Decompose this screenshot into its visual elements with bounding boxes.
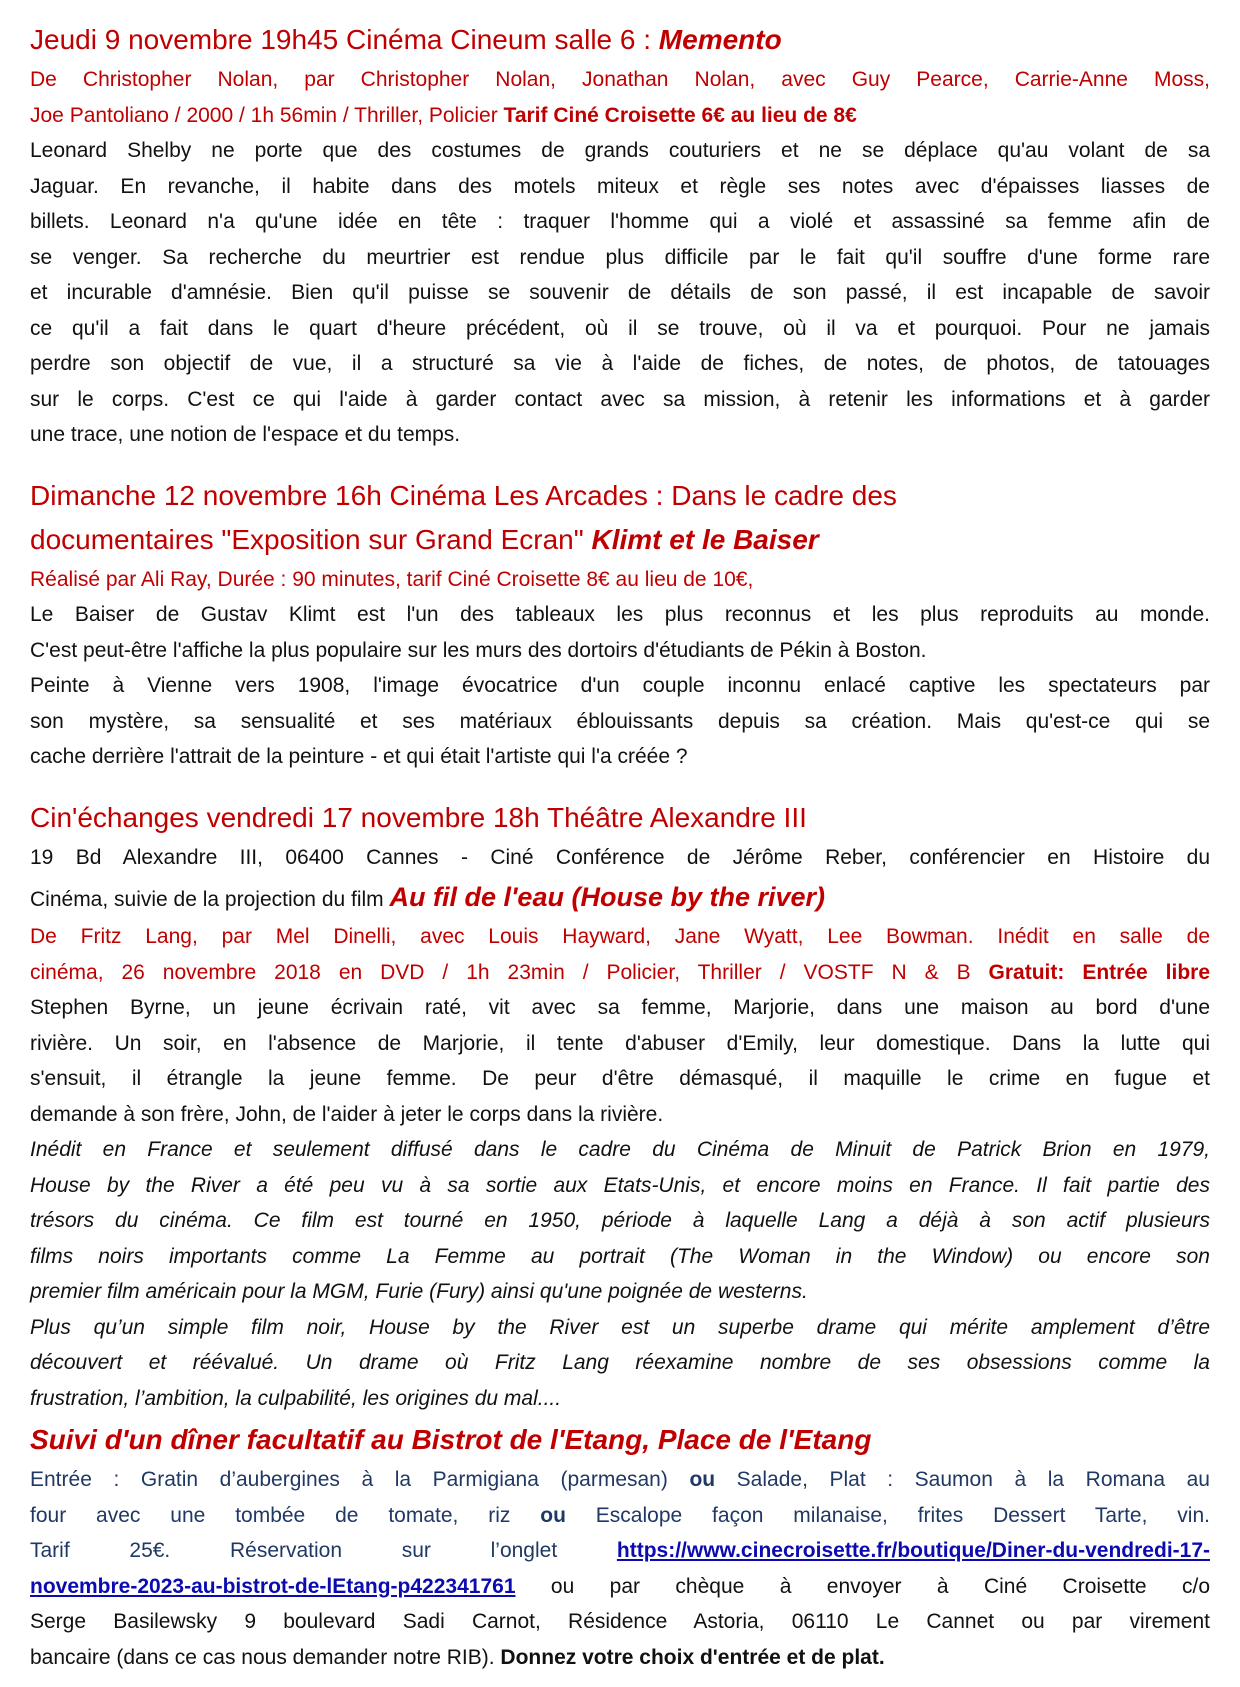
text-segment: rivière. Un soir, en l'absence de Marjorie, il tente d'abuser d'Emily, leur domestique. Dans la lutte qui xyxy=(30,1031,1210,1055)
text-segment: Leonard Shelby ne porte que des costumes de grands couturiers et ne se déplace qu'au volant de sa xyxy=(30,139,1210,162)
section-heading-line xyxy=(30,18,1210,62)
text-segment: perdre son objectif de vue, il a structuré sa vie à l'aide de fiches, de notes, de photos, de tatouages xyxy=(30,352,1210,375)
text-segment: bancaire (dans ce cas nous demander notre RIB). xyxy=(30,1645,501,1669)
text-segment: cinéma, 26 novembre 2018 en DVD / 1h 23min / Policier, Thriller / VOSTF N & B xyxy=(30,960,989,984)
text-segment: Cin'échanges vendredi 17 novembre 18h Théâtre Alexandre III xyxy=(30,801,807,833)
text-line xyxy=(30,955,1210,991)
section-heading-line xyxy=(30,1418,1210,1462)
text-line xyxy=(30,346,1210,382)
text-line xyxy=(30,311,1210,347)
text-segment: Stephen Byrne, un jeune écrivain raté, vit avec sa femme, Marjorie, dans une maison au bord d'une xyxy=(30,996,1210,1019)
text-segment: découvert et réévalué. Un drame où Fritz Lang réexamine nombre de ses obsessions comme la xyxy=(30,1351,1210,1374)
text-segment: four avec une tombée de tomate, riz xyxy=(30,1503,541,1527)
text-line xyxy=(30,1640,1210,1676)
text-segment: Entrée : Gratin d’aubergines à la Parmigiana (parmesan) xyxy=(30,1468,690,1491)
text-line xyxy=(30,1168,1210,1204)
section-klimt xyxy=(30,474,1210,775)
text-segment: Salade, Plat : Saumon à la Romana au xyxy=(715,1468,1210,1491)
section-heading-line xyxy=(30,518,1210,562)
text-line xyxy=(30,133,1210,169)
text-segment: Cinéma, suivie de la projection du film xyxy=(30,888,390,911)
text-segment: Jeudi 9 novembre 19h45 Cinéma Cineum salle 6 : xyxy=(30,24,659,55)
text-segment: ou par chèque à envoyer à Ciné Croisette c/o xyxy=(515,1574,1210,1598)
text-line xyxy=(30,204,1210,240)
text-segment: demande à son frère, John, de l'aider à jeter le corps dans la rivière. xyxy=(30,1102,664,1126)
text-segment: Serge Basilewsky 9 boulevard Sadi Carnot, Résidence Astoria, 06110 Le Cannet ou par virement xyxy=(30,1610,1210,1633)
text-segment: une trace, une notion de l'espace et du temps. xyxy=(30,423,461,446)
text-line xyxy=(30,668,1210,704)
text-segment: Plus qu’un simple film noir, House by the River est un superbe drame qui mérite amplement d’être xyxy=(30,1315,1210,1339)
text-segment: De Fritz Lang, par Mel Dinelli, avec Louis Hayward, Jane Wyatt, Lee Bowman. Inédit en salle de xyxy=(30,925,1210,948)
text-segment: premier film américain pour la MGM, Furie (Fury) ainsi qu'une poignée de westerns. xyxy=(30,1280,808,1303)
text-line xyxy=(30,1381,1210,1417)
text-segment: Le Baiser de Gustav Klimt est l'un des tableaux les plus reconnus et les plus reproduits au monde. xyxy=(30,603,1210,626)
text-segment: Tarif Ciné Croisette 6€ au lieu de 8€ xyxy=(503,103,857,127)
text-line xyxy=(30,169,1210,205)
text-segment: ce qu'il a fait dans le quart d'heure précédent, où il se trouve, où il va et pourquoi. Pour ne jamais xyxy=(30,316,1210,340)
text-segment: Peinte à Vienne vers 1908, l'image évocatrice d'un couple inconnu enlacé captive les spectateurs par xyxy=(30,674,1210,697)
film-title: Suivi d'un dîner facultatif au Bistrot de l'Etang, Place de l'Etang xyxy=(30,1424,872,1455)
text-line xyxy=(30,704,1210,740)
text-segment: frustration, l’ambition, la culpabilité, les origines du mal.... xyxy=(30,1386,562,1410)
text-segment: s'ensuit, il étrangle la jeune femme. De peur d'être démasqué, il maquille le crime en fugue et xyxy=(30,1067,1210,1090)
section-heading-line xyxy=(30,474,1210,518)
text-segment: Dimanche 12 novembre 16h Cinéma Les Arcades : Dans le cadre des xyxy=(30,479,897,511)
text-segment: ou xyxy=(540,1503,566,1527)
text-line xyxy=(30,739,1210,775)
text-segment: 19 Bd Alexandre III, 06400 Cannes - Ciné Conférence de Jérôme Reber, conférencier en Histoire du xyxy=(30,845,1210,869)
text-line xyxy=(30,1061,1210,1097)
text-segment: sur le corps. C'est ce qui l'aide à garder contact avec sa mission, à retenir les informations et à garder xyxy=(30,387,1210,411)
text-line xyxy=(30,417,1210,453)
section-cinechanges xyxy=(30,796,1210,1417)
text-line xyxy=(30,62,1210,98)
text-segment: C'est peut-être l'affiche la plus populaire sur les murs des dortoirs d'étudiants de Pékin à Boston. xyxy=(30,638,927,662)
section-diner xyxy=(30,1418,1210,1675)
text-segment: et incurable d'amnésie. Bien qu'il puisse se souvenir de détails de son passé, il est incapable de savoir xyxy=(30,281,1210,304)
text-line xyxy=(30,597,1210,633)
text-line xyxy=(30,633,1210,669)
text-segment: billets. Leonard n'a qu'une idée en tête : traquer l'homme qui a violé et assassiné sa femme afin de xyxy=(30,210,1210,233)
text-line xyxy=(30,1569,1210,1605)
text-segment: son mystère, sa sensualité et ses matériaux éblouissants depuis sa création. Mais qu'est-ce qui se xyxy=(30,709,1210,733)
text-line xyxy=(30,1604,1210,1640)
text-line xyxy=(30,1274,1210,1310)
text-segment: Donnez votre choix d'entrée et de plat. xyxy=(500,1645,885,1669)
text-segment: cache derrière l'attrait de la peinture - et qui était l'artiste qui l'a créée ? xyxy=(30,745,688,768)
text-line xyxy=(30,240,1210,276)
text-segment: films noirs importants comme La Femme au portrait (The Woman in the Window) ou encore son xyxy=(30,1244,1210,1268)
text-segment: Gratuit: Entrée libre xyxy=(988,960,1210,984)
reservation-link[interactable]: novembre-2023-au-bistrot-de-lEtang-p422341761 xyxy=(30,1574,516,1598)
text-line xyxy=(30,1097,1210,1133)
document xyxy=(30,18,1210,1675)
film-title: Klimt et le Baiser xyxy=(591,523,819,555)
text-segment: trésors du cinéma. Ce film est tourné en 1950, période à laquelle Lang a déjà à son actif plusieurs xyxy=(30,1209,1210,1232)
text-line xyxy=(30,875,1210,919)
text-line xyxy=(30,1462,1210,1498)
text-segment: Joe Pantoliano / 2000 / 1h 56min / Thriller, Policier xyxy=(30,103,504,127)
text-line xyxy=(30,1533,1210,1569)
text-segment: Jaguar. En revanche, il habite dans des motels miteux et règle ses notes avec d'épaisses liasses de xyxy=(30,174,1210,198)
text-line xyxy=(30,98,1210,134)
text-line xyxy=(30,1132,1210,1168)
section-memento xyxy=(30,18,1210,453)
text-line xyxy=(30,1310,1210,1346)
text-segment: Escalope façon milanaise, frites Dessert Tarte, vin. xyxy=(565,1503,1210,1527)
text-line xyxy=(30,990,1210,1026)
text-segment: ou xyxy=(689,1468,716,1491)
text-line xyxy=(30,1239,1210,1275)
text-line xyxy=(30,1345,1210,1381)
text-line xyxy=(30,1026,1210,1062)
text-line xyxy=(30,1498,1210,1534)
text-segment: House by the River a été peu vu à sa sortie aux Etats-Unis, et encore moins en France. Il fait partie des xyxy=(30,1173,1210,1197)
text-line xyxy=(30,382,1210,418)
text-segment: Inédit en France et seulement diffusé dans le cadre du Cinéma de Minuit de Patrick Brion en 1979, xyxy=(30,1138,1210,1161)
text-segment: De Christopher Nolan, par Christopher Nolan, Jonathan Nolan, avec Guy Pearce, Carrie-Anne Moss, xyxy=(30,68,1210,91)
text-segment: documentaires "Exposition sur Grand Ecran" xyxy=(30,523,592,555)
text-line xyxy=(30,840,1210,876)
text-segment: se venger. Sa recherche du meurtrier est rendue plus difficile par le fait qu'il souffre d'une forme rare xyxy=(30,245,1210,269)
text-segment: Tarif 25€. Réservation sur l’onglet xyxy=(30,1539,617,1562)
text-line xyxy=(30,275,1210,311)
film-title: Memento xyxy=(658,24,782,55)
text-line xyxy=(30,919,1210,955)
section-heading-line xyxy=(30,796,1210,840)
text-line xyxy=(30,562,1210,598)
text-segment: Réalisé par Ali Ray, Durée : 90 minutes, tarif Ciné Croisette 8€ au lieu de 10€, xyxy=(30,567,754,591)
reservation-link[interactable]: https://www.cinecroisette.fr/boutique/Diner-du-vendredi-17- xyxy=(616,1539,1210,1562)
text-line xyxy=(30,1203,1210,1239)
film-title: Au fil de l'eau (House by the river) xyxy=(389,882,826,912)
